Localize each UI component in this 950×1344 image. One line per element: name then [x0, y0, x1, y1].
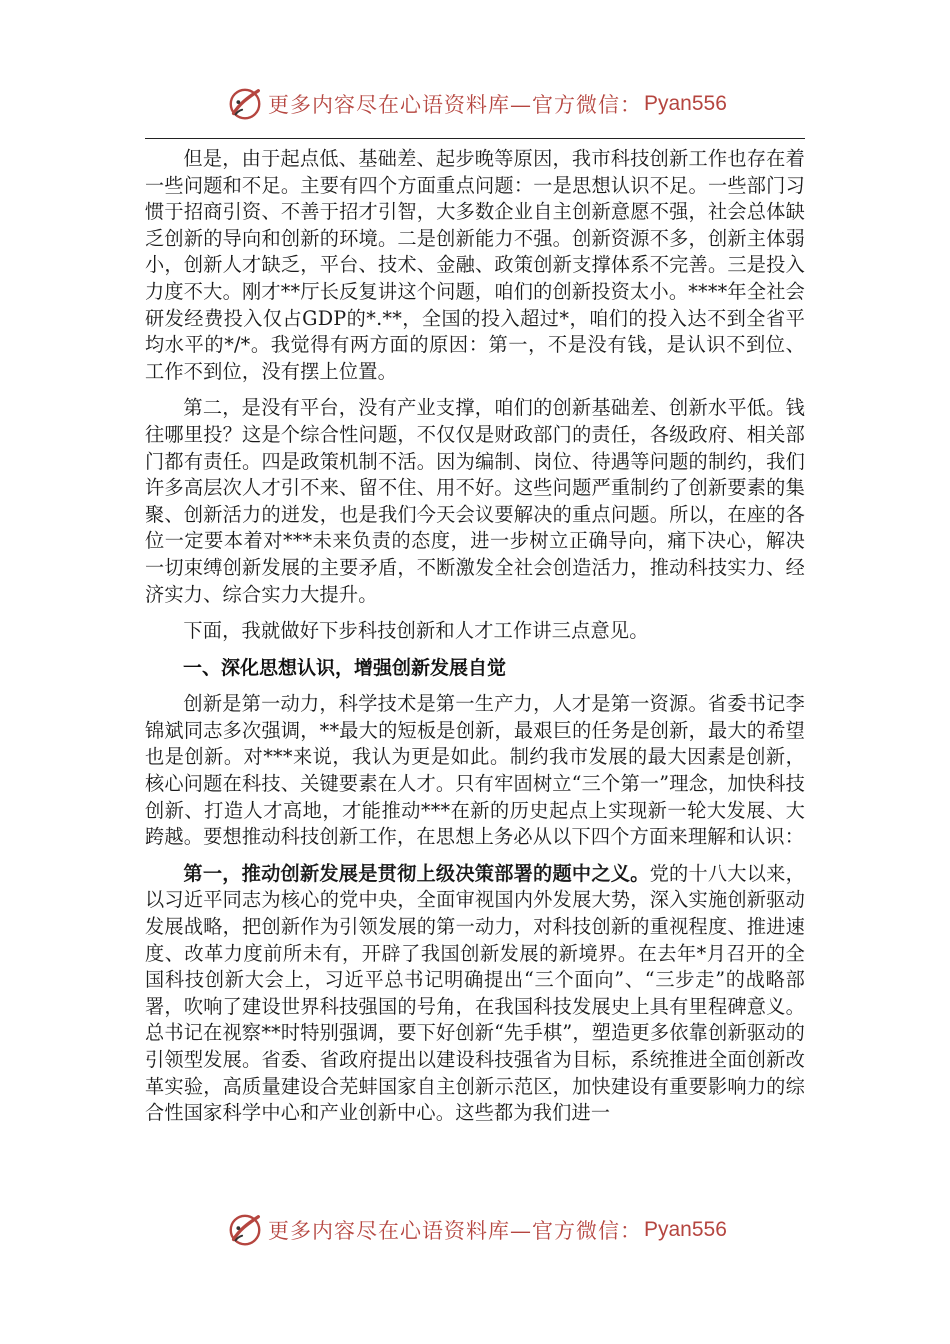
banner-text: 更多内容尽在心语资料库—官方微信：	[268, 93, 642, 117]
paragraph: 创新是第一动力，科学技术是第一生产力，人才是第一资源。省委书记李锦斌同志多次强调，**最大的短板是创新，最艰巨的任务是创新，最大的希望也是创新。对***来说，我认为更是如此。制约我市发展的最大因素是创新，核心问题在科技、关键要素在人才。只有牢固树立“三个第一”理念，加快科技创新、打造人才高地，才能推动***在新的历史起点上实现新一轮大发展、大跨越。要想推动科技创新工作，在思想上务必从以下四个方面来理解和认识：	[145, 692, 805, 849]
brush-logo-icon	[226, 1211, 264, 1249]
paragraph: 第二，是没有平台，没有产业支撑，咱们的创新基础差、创新水平低。钱往哪里投？这是个综合性问题，不仅仅是财政部门的责任，各级政府、相关部门都有责任。四是政策机制不活。因为编制、岗位、待遇等问题的制约，我们许多高层次人才引不来、留不住、用不好。这些问题严重制约了创新要素的集聚、创新活力的迸发，也是我们今天会议要解决的重点问题。所以，在座的各位一定要本着对***未来负责的态度，进一步树立正确导向，痛下决心，解决一切束缚创新发展的主要矛盾，不断激发全社会创造活力，推动科技实力、经济实力、综合实力大提升。	[145, 396, 805, 606]
header-rule	[145, 138, 805, 139]
section-heading: 一、深化思想认识，增强创新发展自觉	[183, 656, 507, 679]
banner-wechat-id: Pyan556	[644, 1218, 727, 1241]
paragraph	[145, 861, 805, 1127]
banner-wechat-id: Pyan556	[644, 92, 727, 115]
paragraph: 下面，我就做好下步科技创新和人才工作讲三点意见。	[183, 619, 649, 643]
paragraph-text: 党的十八大以来，以习近平同志为核心的党中央，全面审视国内外发展大势，深入实施创新驱动发展战略，把创新作为引领发展的第一动力，对科技创新的重视程度、推进速度、改革力度前所未有，开辟了我国创新发展的新境界。在去年*月召开的全国科技创新大会上，习近平总书记明确提出“三个面向”、“三步走”的战略部署，吹响了建设世界科技强国的号角，在我国科技发展史上具有里程碑意义。总书记在视察**时特别强调，要下好创新“先手棋”，塑造更多依靠创新驱动的引领型发展。省委、省政府提出以建设科技强省为目标，系统推进全面创新改革实验，高质量建设合芜蚌国家自主创新示范区，加快建设有重要影响力的综合性国家科学中心和产业创新中心。这些都为我们进一	[145, 861, 806, 1125]
banner-text: 更多内容尽在心语资料库—官方微信：	[268, 1219, 642, 1243]
brush-logo-icon	[226, 85, 264, 123]
paragraph: 但是，由于起点低、基础差、起步晚等原因，我市科技创新工作也存在着一些问题和不足。主要有四个方面重点问题：一是思想认识不足。一些部门习惯于招商引资、不善于招才引智，大多数企业自主创新意愿不强，社会总体缺乏创新的导向和创新的环境。二是创新能力不强。创新资源不多，创新主体弱小，创新人才缺乏，平台、技术、金融、政策创新支撑体系不完善。三是投入力度不大。刚才**厅长反复讲这个问题，咱们的创新投资太小。****年全社会研发经费投入仅占GDP的*.**，全国的投入超过*，咱们的投入达不到全省平均水平的*/*。我觉得有两方面的原因：第一，不是没有钱，是认识不到位、工作不到位，没有摆上位置。	[145, 147, 805, 383]
paragraph-lead: 第一，推动创新发展是贯彻上级决策部署的题中之义。	[183, 861, 650, 885]
document-body	[145, 146, 805, 1137]
header-banner[interactable]	[226, 84, 727, 124]
footer-banner[interactable]	[226, 1210, 727, 1250]
